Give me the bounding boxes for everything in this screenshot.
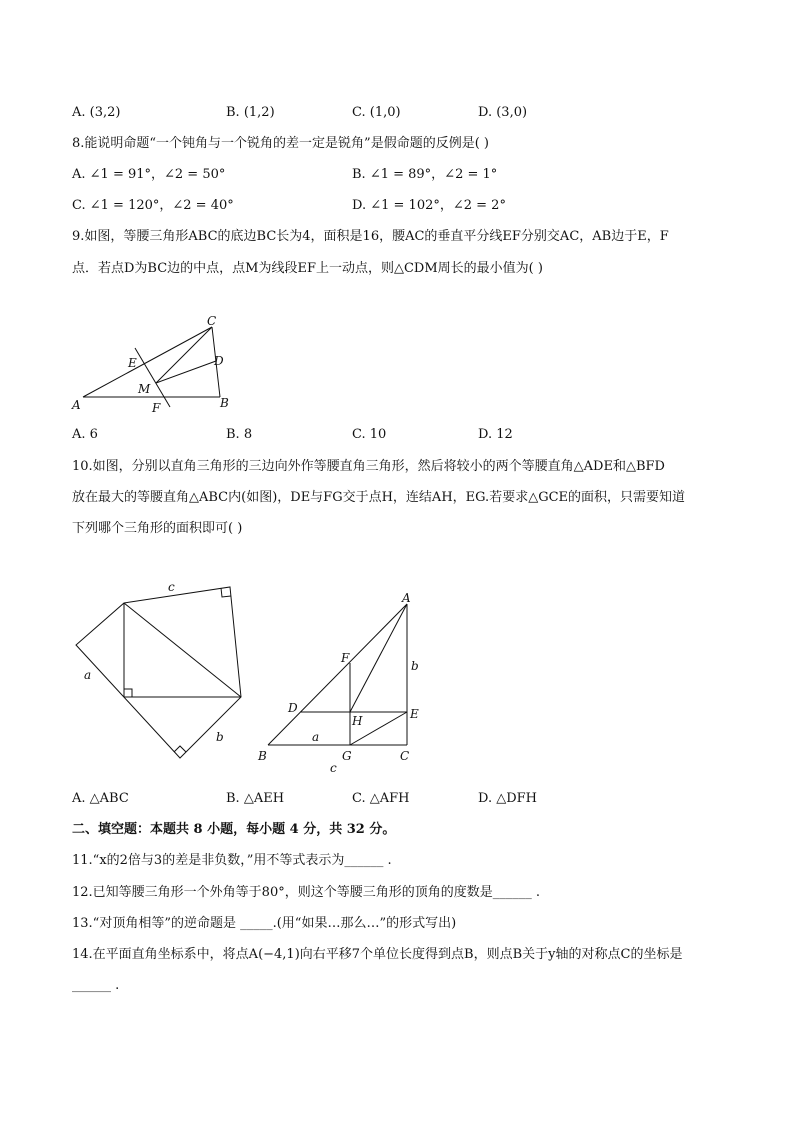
q7-option-c: C. (1,0) [352,105,401,120]
q10-fig2-label-a: A [402,591,411,605]
q10-option-d: D. △DFH [478,791,538,806]
q9-segment-cm [156,327,212,383]
q8-option-a: A. ∠1 = 91°，∠2 = 50° [72,167,226,182]
q9-label-e: E [128,356,137,370]
q10-fig2-label-c-side: c [330,761,337,775]
q9-option-a: A. 6 [72,427,98,442]
q10-fig1-label-a: a [84,668,92,682]
q10-stem-line3: 下列哪个三角形的面积即可( ) [72,521,243,536]
q9-stem-line1: 9.如图，等腰三角形ABC的底边BC长为4，面积是16，腰AC的垂直平分线EF分别交AC，AB边于E，F [72,229,669,244]
q8-option-b: B. ∠1 = 89°，∠2 = 1° [352,167,498,182]
q14-text-line2: ______ . [72,978,120,993]
q9-label-f: F [152,401,161,415]
q10-fig2-label-b: B [258,749,267,763]
section-2-heading: 二、填空题：本题共 8 小题，每小题 4 分，共 32 分。 [72,822,396,837]
q9-segment-ef [135,348,170,407]
q9-label-d: D [214,354,224,368]
q10-option-b: B. △AEH [226,791,285,806]
q10-fig2-label-b-side: b [411,659,419,673]
q7-option-d: D. (3,0) [478,105,528,120]
q8-stem: 8.能说明命题“一个钝角与一个锐角的差一定是锐角”是假命题的反例是( ) [72,136,489,151]
q10-fig2-label-g: G [342,749,352,763]
q9-label-b: B [220,396,229,410]
q9-option-c: C. 10 [352,427,387,442]
q10-fig2-label-e: E [410,707,419,721]
q11-text: 11.“x的2倍与3的差是非负数，”用不等式表示为______ . [72,853,392,868]
q10-option-c: C. △AFH [352,791,410,806]
q8-option-d: D. ∠1 = 102°，∠2 = 2° [352,198,506,213]
q7-option-a: A. (3,2) [72,105,121,120]
q9-option-b: B. 8 [226,427,253,442]
q10-fig2-label-a-side: a [312,730,320,744]
q13-text: 13.“对顶角相等”的逆命题是 _____.(用“如果…那么…”的形式写出) [72,916,457,931]
q10-stem-line2: 放在最大的等腰直角△ABC内(如图)，DE与FG交于点H，连结AH，EG.若要求△GCE的面积，只需要知道 [72,490,686,505]
q9-label-m: M [138,382,151,396]
q10-fig1-label-c: c [168,580,175,594]
q10-figure-right [252,588,432,778]
q14-text-line1: 14.在平面直角坐标系中，将点A(−4,1)向右平移7个单位长度得到点B，则点B关于y轴的对称点C的坐标是 [72,947,683,962]
q10-figure-left [70,575,250,765]
q10-fig2-label-h: H [352,714,363,728]
q12-text: 12.已知等腰三角形一个外角等于80°，则这个等腰三角形的顶角的度数是______ . [72,885,540,900]
q7-option-b: B. (1,2) [226,105,275,120]
q9-stem-line2: 点．若点D为BC边的中点，点M为线段EF上一动点，则△CDM周长的最小值为( ) [72,261,543,276]
q9-segment-md [156,361,216,383]
q9-figure [70,315,240,415]
q8-option-c: C. ∠1 = 120°，∠2 = 40° [72,198,234,213]
q10-fig1-label-b: b [216,730,224,744]
q10-stem-line1: 10.如图，分别以直角三角形的三边向外作等腰直角三角形，然后将较小的两个等腰直角△ADE和△BFD [72,459,665,474]
q9-label-a: A [72,398,81,412]
q10-option-a: A. △ABC [72,791,129,806]
q9-option-d: D. 12 [478,427,513,442]
q10-fig2-label-c: C [400,749,410,763]
q10-fig2-label-f: F [341,651,350,665]
q9-label-c: C [207,315,217,328]
q10-fig2-label-d: D [288,701,298,715]
